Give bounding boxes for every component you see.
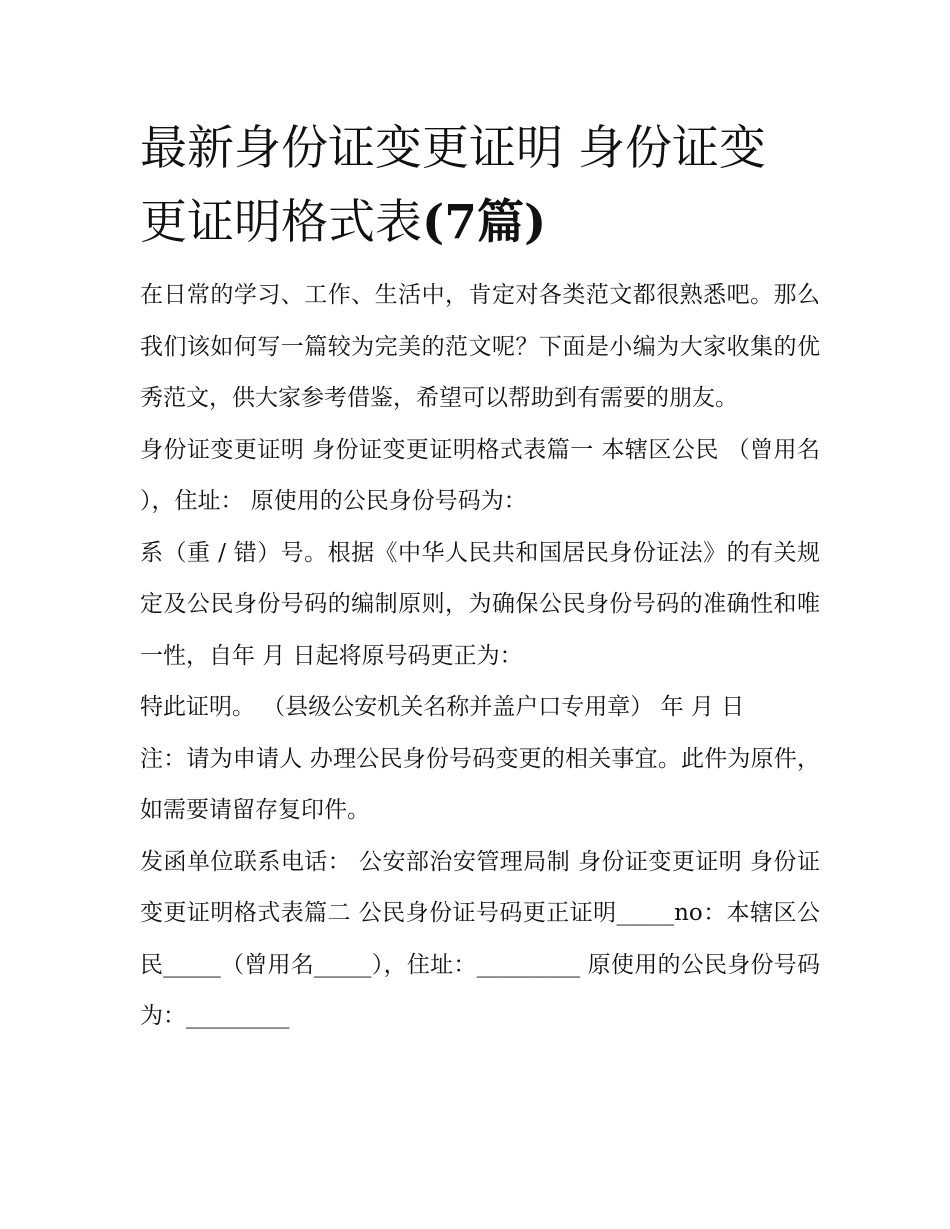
document-body bbox=[140, 270, 820, 1043]
title-line-2: 更证明格式表 bbox=[140, 195, 422, 250]
title-count: (7 bbox=[422, 195, 477, 250]
section-two-paragraph: 发函单位联系电话： 公安部治安管理局制 身份证变更证明 身份证变更证明格式表篇二 公民身份证号码更正证明_____no：本辖区公民_____（曾用名_____），住址：_________ 原使用的公民身份号码为：_________ bbox=[140, 848, 820, 1029]
title-count-unit: 篇) bbox=[476, 195, 547, 250]
correction-basis-paragraph: 系（重 / 错）号。根据《中华人民共和国居民身份证法》的有关规定及公民身份号码的编制原则，为确保公民身份号码的准确性和唯一性，自年 月 日起将原号码更正为： bbox=[140, 539, 820, 669]
certification-paragraph: 特此证明。 （县级公安机关名称并盖户口专用章） 年 月 日 bbox=[140, 694, 745, 720]
note-paragraph: 注：请为申请人 办理公民身份号码变更的相关事宜。此件为原件，如需要请留存复印件。 bbox=[140, 745, 820, 823]
section-one-header-paragraph: 身份证变更证明 身份证变更证明格式表篇一 本辖区公民 （曾用名 ），住址： 原使用的公民身份号码为： bbox=[140, 436, 820, 514]
title-line-1: 最新身份证变更证明 身份证变 bbox=[140, 121, 766, 176]
intro-paragraph: 在日常的学习、工作、生活中，肯定对各类范文都很熟悉吧。那么我们该如何写一篇较为完美的范文呢？下面是小编为大家收集的优秀范文，供大家参考借鉴，希望可以帮助到有需要的朋友。 bbox=[140, 282, 820, 411]
document-title bbox=[140, 112, 820, 260]
document-page bbox=[140, 112, 820, 1043]
